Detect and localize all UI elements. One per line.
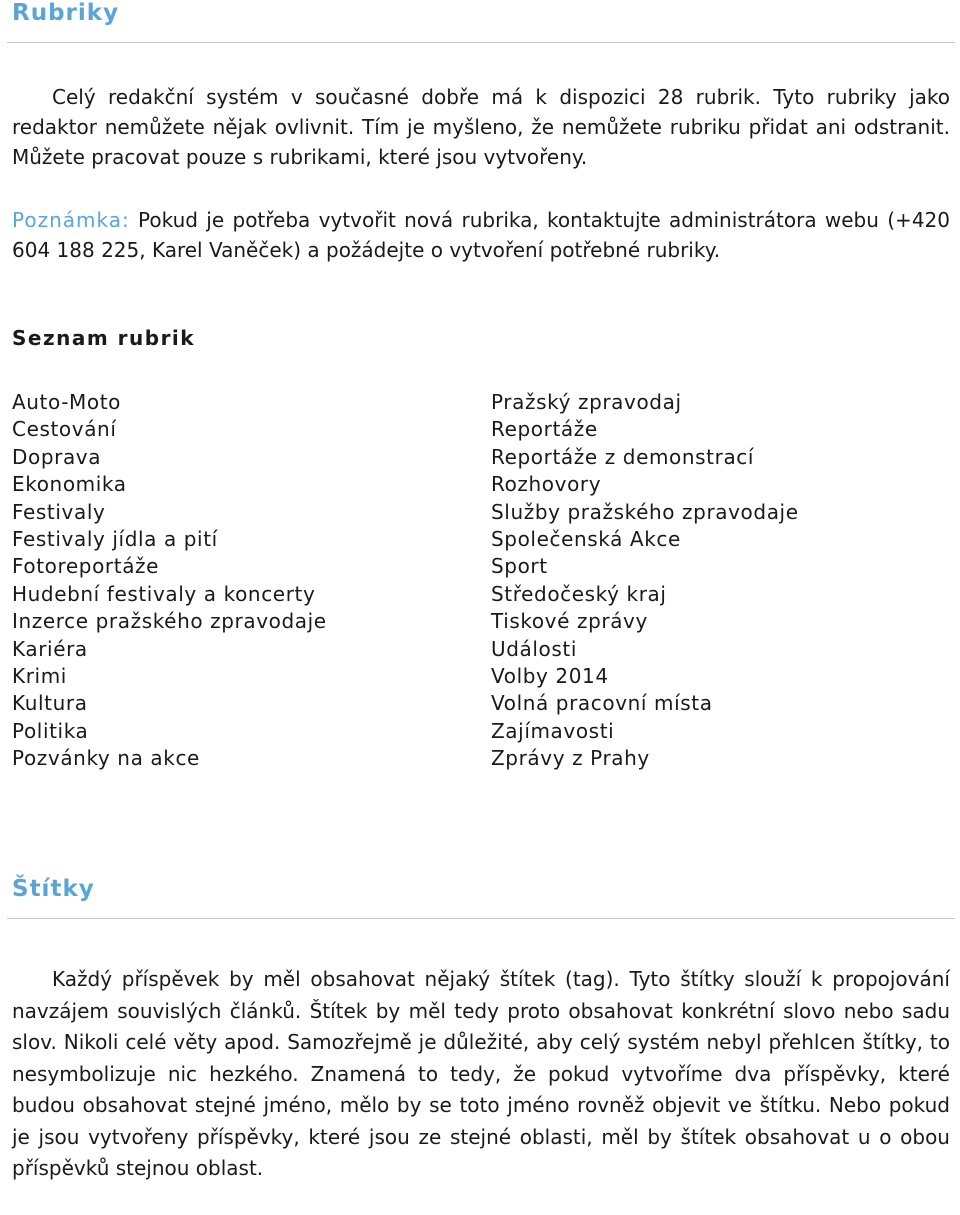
note-paragraph: [12, 205, 950, 265]
section-title-rubriky: Rubriky: [12, 0, 120, 26]
section-divider: [7, 42, 955, 43]
rubric-item: Společenská Akce: [491, 527, 681, 552]
rubric-item: Politika: [12, 718, 89, 743]
rubric-item: Reportáže z demonstrací: [491, 444, 755, 469]
rubric-item: Zprávy z Prahy: [491, 746, 650, 771]
rubric-item: Služby pražského zpravodaje: [491, 499, 799, 524]
rubric-item: Festivaly jídla a pití: [12, 527, 218, 552]
rubric-list-right: [491, 389, 951, 773]
rubric-item: Kariéra: [12, 636, 88, 661]
rubric-item: Volby 2014: [491, 664, 609, 689]
rubric-item: Sport: [491, 554, 548, 579]
rubric-item: Cestování: [12, 417, 117, 442]
rubric-item: Hudební festivaly a koncerty: [12, 581, 316, 606]
rubric-item: Ekonomika: [12, 472, 127, 497]
rubric-item: Festivaly: [12, 499, 106, 524]
rubric-list-heading: Seznam rubrik: [12, 326, 196, 350]
rubric-item: Pozvánky na akce: [12, 746, 200, 771]
intro-paragraph: Celý redakční systém v současné dobře má k dispozici 28 rubrik. Tyto rubriky jako redaktor nemůžete nějak ovlivnit. Tím je myšleno, že nemůžete rubriku přidat ani odstranit. Můžete pracovat pouze s rubrikami, které jsou vytvořeny.: [12, 85, 950, 169]
rubric-item: Tiskové zprávy: [491, 609, 648, 634]
rubric-item: Fotoreportáže: [12, 554, 160, 579]
rubric-list-left: [12, 389, 472, 773]
rubric-item: Reportáže: [491, 417, 598, 442]
rubric-item: Události: [491, 636, 578, 661]
rubric-item: Auto-Moto: [12, 390, 121, 414]
section-divider: [7, 918, 955, 919]
rubric-item: Kultura: [12, 691, 88, 716]
tags-paragraph: Každý příspěvek by měl obsahovat nějaký štítek (tag). Tyto štítky slouží k propojování navzájem souvislých článků. Štítek by měl tedy proto obsahovat konkrétní slovo nebo sadu slov. Nikoli celé věty apod. Samozřejmě je důležité, aby celý systém nebyl přehlcen štítky, to nesymbolizuje nic hezkého. Znamená to tedy, že pokud vytvoříme dva příspěvky, které budou obsahovat stejné jméno, mělo by se toto jméno rovněž objevit ve štítku. Nebo pokud je jsou vytvořeny příspěvky, které jsou ze stejné oblasti, měl by štítek obsahovat u o obou příspěvků stejnou oblast.: [12, 967, 950, 1180]
note-label: Poznámka:: [12, 208, 130, 232]
rubric-item: Doprava: [12, 444, 102, 469]
rubric-item: Zajímavosti: [491, 718, 615, 743]
rubric-item: Volná pracovní místa: [491, 691, 713, 716]
rubric-item: Krimi: [12, 664, 67, 689]
rubric-item: Pražský zpravodaj: [491, 390, 682, 414]
rubric-item: Středočeský kraj: [491, 581, 667, 606]
rubric-item: Inzerce pražského zpravodaje: [12, 609, 327, 634]
note-text: Pokud je potřeba vytvořit nová rubrika, kontaktujte administrátora webu (+420 604 188 225, Karel Vaněček) a požádejte o vytvoření potřebné rubriky.: [12, 208, 950, 262]
rubric-item: Rozhovory: [491, 472, 602, 497]
section-title-stitky: Štítky: [12, 876, 95, 902]
